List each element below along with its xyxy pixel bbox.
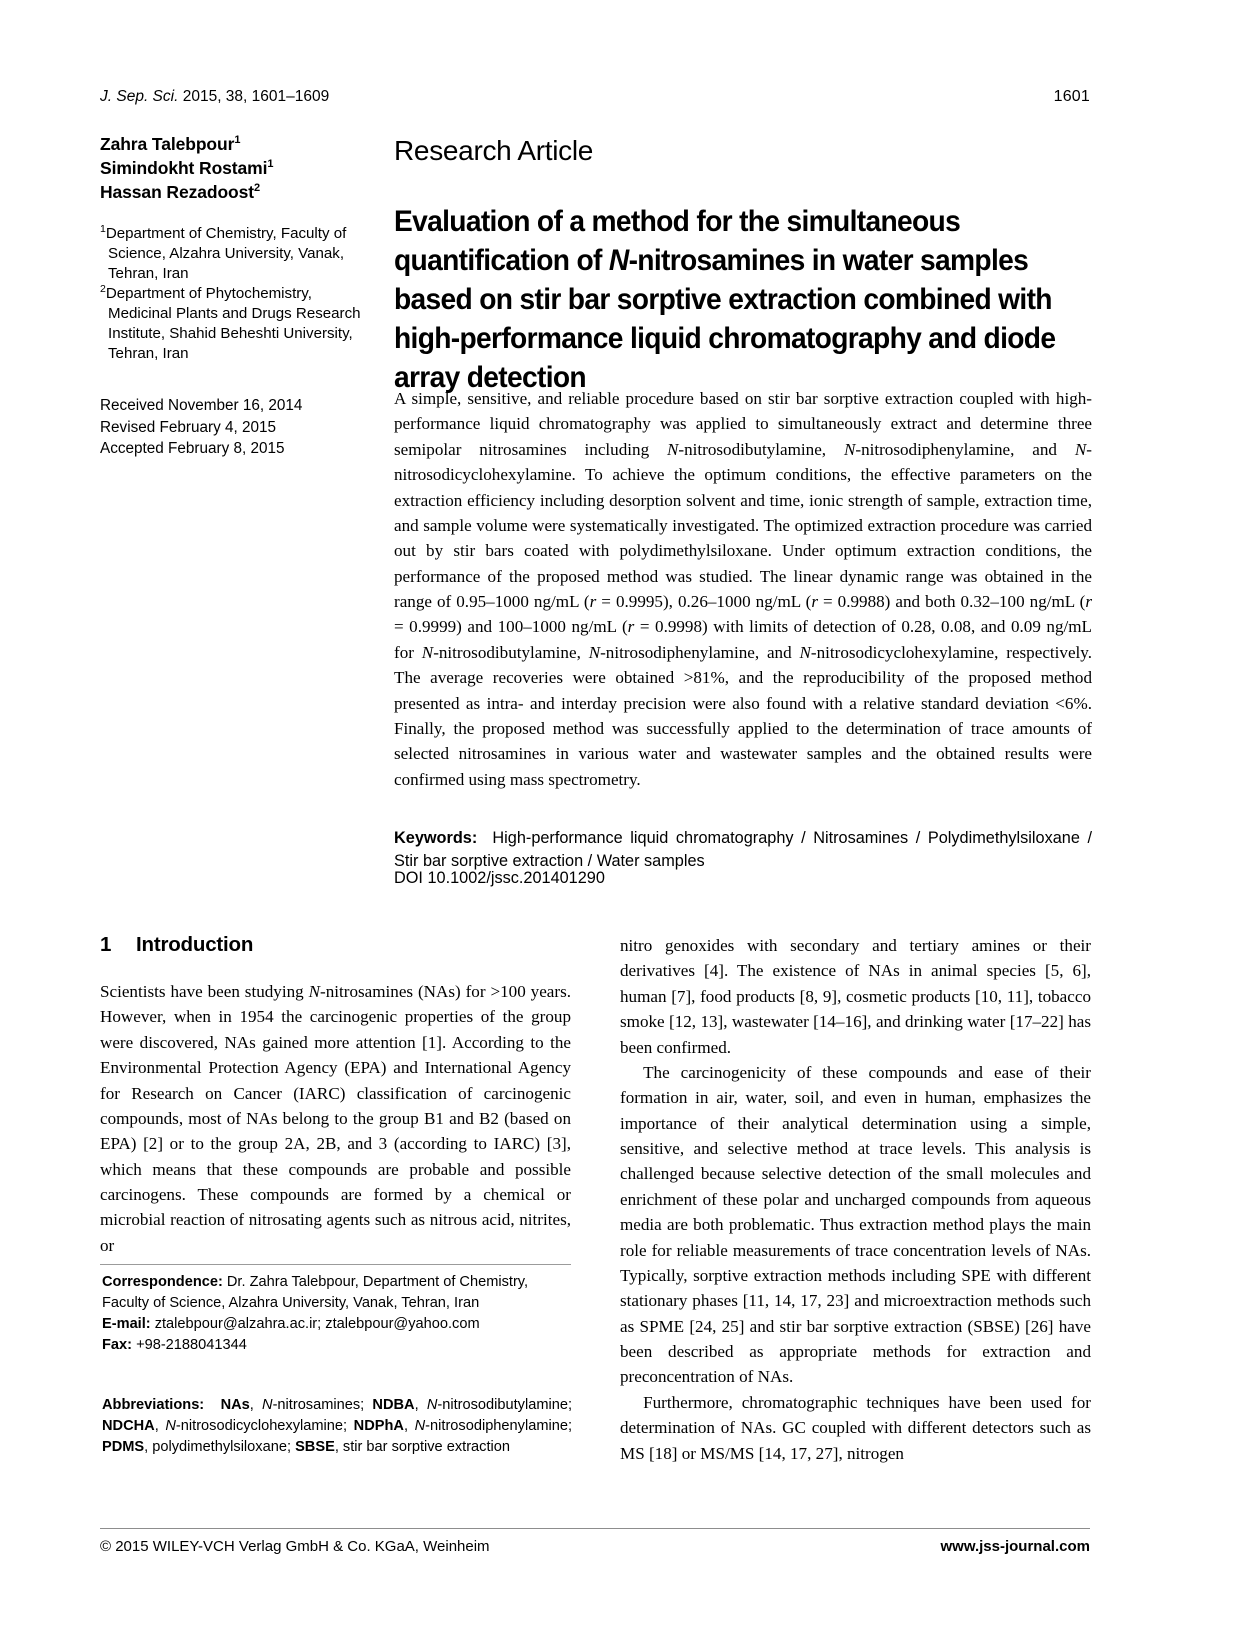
affiliation-marker: 1 <box>100 223 106 236</box>
journal-volume-pages: 2015, 38, 1601–1609 <box>178 88 330 105</box>
affiliation-list <box>100 224 372 363</box>
abbreviations-text: NAs, N-nitrosamines; NDBA, N-nitrosodibutylamine; NDCHA, N-nitrosodicyclohexylamine; NDPhA, N-nitrosodiphenylamine; PDMS, polydimethylsiloxane; SBSE, stir bar sorptive extraction <box>102 1397 573 1455</box>
running-head-citation <box>100 88 329 106</box>
intro-paragraph-1: Scientists have been studying N-nitrosamines (NAs) for >100 years. However, when in 1954 the carcinogenic properties of the group were discovered, NAs gained more attention [1]. According to the Environmental Protection Agency (EPA) and International Agency for Research on Cancer (IARC) classification of carcinogenic compounds, most of NAs belong to the group B1 and B2 (based on EPA) [2] or to the group 2A, 2B, and 3 (according to IARC) [3], which means that these compounds are probable and possible carcinogens. These compounds are formed by a chemical or microbial reaction of nitrosating agents such as nitrous acid, nitrites, or <box>100 982 571 1255</box>
copyright-text: © 2015 WILEY-VCH Verlag GmbH & Co. KGaA, Weinheim <box>100 1538 490 1555</box>
author-name: Zahra Talebpour <box>100 134 235 154</box>
journal-abbrev: J. Sep. Sci. <box>100 88 179 105</box>
keywords-label: Keywords: <box>394 829 478 847</box>
author-list <box>100 133 372 204</box>
doi-text: DOI 10.1002/jssc.201401290 <box>394 869 605 887</box>
fax-value: +98-2188041344 <box>132 1337 247 1353</box>
page-footer <box>100 1538 1090 1555</box>
running-head <box>100 88 1090 106</box>
correspondence-fax <box>102 1335 572 1356</box>
author-affil-marker: 1 <box>234 134 241 147</box>
affiliation-text: Department of Chemistry, Faculty of Science, Alzahra University, Vanak, Tehran, Iran <box>105 225 347 283</box>
correspondence-label: Correspondence: <box>102 1274 223 1290</box>
author-name: Simindokht Rostami <box>100 157 268 178</box>
correspondence-email <box>102 1314 572 1335</box>
correspondence-block <box>102 1272 572 1356</box>
publication-dates <box>100 395 372 460</box>
author-entry <box>100 133 372 157</box>
footnote-divider <box>100 1264 571 1265</box>
affiliation-marker: 2 <box>100 283 106 296</box>
intro-paragraph-2: nitro genoxides with secondary and tertiary amines or their derivatives [4]. The existence of NAs in animal species [5, 6], human [7], food products [8, 9], cosmetic products [10, 11], tobacco smoke [12, 13], wastewater [14–16], and drinking water [17–22] has been confirmed. <box>620 936 1091 1057</box>
section-heading-introduction <box>100 933 571 957</box>
correspondence-address <box>102 1272 572 1314</box>
author-meta-column <box>100 133 372 460</box>
email-value[interactable]: ztalebpour@alzahra.ac.ir; ztalebpour@yahoo.com <box>150 1316 480 1332</box>
journal-website-link[interactable]: www.jss-journal.com <box>940 1538 1090 1555</box>
section-title: Introduction <box>136 933 254 956</box>
affiliation-text: Department of Phytochemistry, Medicinal Plants and Drugs Research Institute, Shahid Beheshti University, Tehran, Iran <box>105 285 361 362</box>
keywords-list: High-performance liquid chromatography / Nitrosamines / Polydimethylsiloxane / Stir bar sorptive extraction / Water samples <box>394 829 1092 870</box>
page-number: 1601 <box>1053 88 1090 105</box>
article-title <box>394 203 1063 398</box>
abstract-text: A simple, sensitive, and reliable procedure based on stir bar sorptive extraction coupled with high-performance liquid chromatography was applied to simultaneously extract and determine three semipolar nitrosamines including N-nitrosodibutylamine, N-nitrosodiphenylamine, and N-nitrosodicyclohexylamine. To achieve the optimum conditions, the effective parameters on the extraction efficiency including desorption solvent and time, ionic strength of sample, extraction time, and sample volume were systematically investigated. The optimized extraction procedure was carried out by stir bars coated with polydimethylsiloxane. Under optimum extraction conditions, the performance of the proposed method was studied. The linear dynamic range was obtained in the range of 0.95–1000 ng/mL (r = 0.9995), 0.26–1000 ng/mL (r = 0.9988) and both 0.32–100 ng/mL (r = 0.9999) and 100–1000 ng/mL (r = 0.9998) with limits of detection of 0.28, 0.08, and 0.09 ng/mL for N-nitrosodibutylamine, N-nitrosodiphenylamine, and N-nitrosodicyclohexylamine, respectively. The average recoveries were obtained >81%, and the reproducibility of the proposed method presented as intra- and interday precision were also found with a relative standard deviation <6%. Finally, the proposed method was successfully applied to the determination of trace amounts of selected nitrosamines in various water and wastewater samples and the obtained results were confirmed using mass spectrometry. <box>394 389 1092 789</box>
author-entry <box>100 157 372 181</box>
author-affil-marker: 1 <box>267 157 274 170</box>
affiliation-entry <box>100 284 372 364</box>
article-title-part2: -nitrosamines in water samples based on stir bar sorptive extraction combined with high-performance liquid chromatography and diode array detection <box>394 243 1056 394</box>
section-number: 1 <box>100 933 112 956</box>
body-column-left <box>100 933 571 1258</box>
abbreviations-block <box>102 1395 572 1458</box>
abbreviations-label: Abbreviations: <box>102 1397 205 1413</box>
article-type-label: Research Article <box>394 135 594 166</box>
date-received: Received November 16, 2014 <box>100 396 303 414</box>
author-name: Hassan Rezadoost <box>100 181 255 202</box>
date-accepted: Accepted February 8, 2015 <box>100 440 285 458</box>
author-affil-marker: 2 <box>254 181 261 194</box>
date-revised: Revised February 4, 2015 <box>100 418 277 436</box>
footer-divider <box>100 1528 1090 1529</box>
fax-label: Fax: <box>102 1337 133 1353</box>
author-entry <box>100 181 372 205</box>
intro-paragraph-4: Furthermore, chromatographic techniques have been used for determination of NAs. GC coupled with different detectors such as MS [18] or MS/MS [14, 17, 27], nitrogen <box>620 1392 1091 1463</box>
article-title-italic-n: N <box>608 243 629 277</box>
keywords-block <box>394 827 1092 873</box>
correspondence-address-text: Dr. Zahra Talebpour, Department of Chemistry, Faculty of Science, Alzahra University, Vanak, Tehran, Iran <box>102 1274 529 1311</box>
intro-paragraph-3: The carcinogenicity of these compounds and ease of their formation in air, water, soil, and even in human, emphasizes the importance of their analytical determination using a simple, sensitive, and selective method at trace levels. This analysis is challenged because selective detection of the small molecules and enrichment of these polar and uncharged compounds from aqueous media are both problematic. Thus extraction method plays the main role for reliable measurements of trace concentration levels of NAs. Typically, sorptive extraction methods including SPE with different stationary phases [11, 14, 17, 23] and microextraction methods such as SPME [24, 25] and stir bar sorptive extraction (SBSE) [26] have been described as appropriate methods for extraction and preconcentration of NAs. <box>620 1062 1091 1387</box>
affiliation-entry <box>100 224 372 284</box>
email-label: E-mail: <box>102 1316 151 1332</box>
body-column-right <box>620 933 1091 1466</box>
article-title-part1: Evaluation of a method for the simultaneous quantification of <box>394 204 961 277</box>
